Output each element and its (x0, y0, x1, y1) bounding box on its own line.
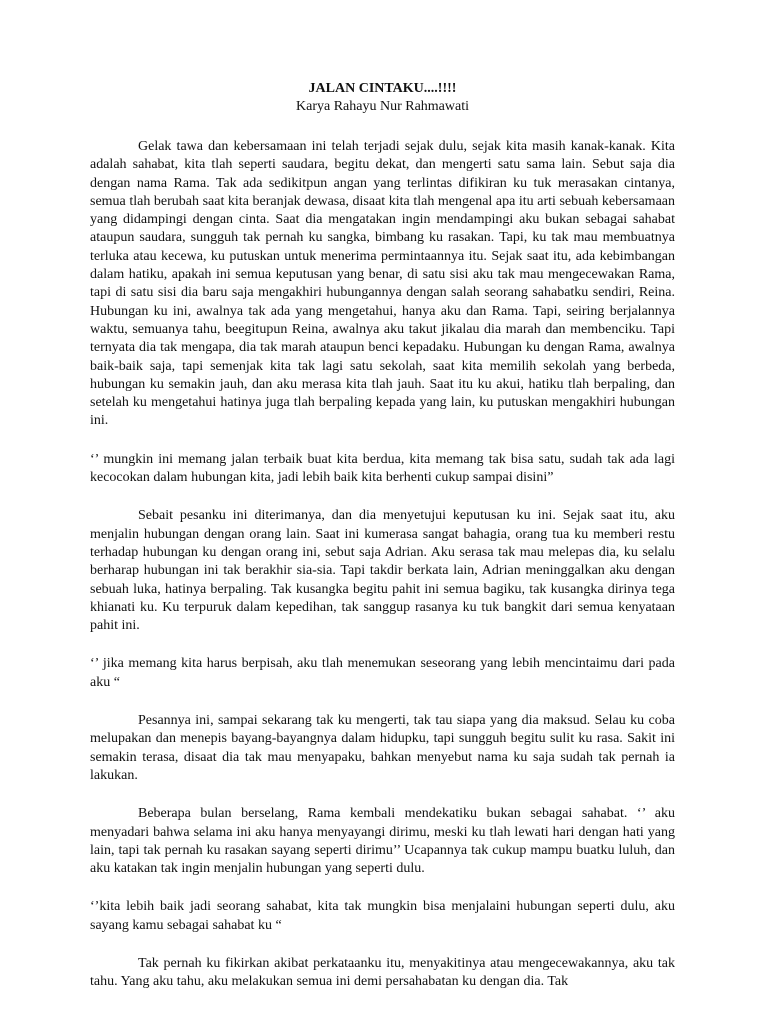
document-title: JALAN CINTAKU....!!!! (308, 81, 457, 96)
paragraph: Tak pernah ku fikirkan akibat perkataanku itu, menyakitinya atau mengecewakannya, aku tak tahu. Yang aku tahu, aku melakukan semua ini demi persahabatan ku dengan dia. Tak (90, 955, 675, 990)
paragraph: Sebait pesanku ini diterimanya, dan dia menyetujui keputusan ku ini. Sejak saat itu, aku menjalin hubungan dengan orang lain. Saat ini kumerasa sangat bahagia, orang tua ku memberi restu terhadap hubungan ku dengan orang ini, sebut saja Adrian. Aku serasa tak mau melepas dia, ku selalu berharap hubungan ini tak berakhir sia-sia. Tapi takdir berkata lain, Adrian meninggalkan aku dengan sebuah luka, hatinya berpaling. Tak kusangka begitu pahit ini semua bagiku, tak kusangka dirinya tega khianati ku. Ku terpuruk dalam kepedihan, tak sanggup rasanya ku tuk bangkit dari semua kenyataan pahit ini. (90, 508, 675, 634)
paragraph: Beberapa bulan berselang, Rama kembali mendekatiku bukan sebagai sahabat. ‘’ aku menyadari bahwa selama ini aku hanya menyayangi dirimu, meski ku tlah lewati hari dengan hati yang lain, tapi tak pernah ku rasakan sayang seperti dirimu’’ Ucapannya tak cukup mampu buatku luluh, dan aku katakan tak ingin menjalin hubungan yang seperti dulu. (90, 806, 675, 877)
paragraph-quote: ‘’ jika memang kita harus berpisah, aku tlah menemukan seseorang yang lebih mencintaimu dari pada aku “ (90, 656, 675, 690)
paragraph-quote: ‘’ mungkin ini memang jalan terbaik buat kita berdua, kita memang tak bisa satu, sudah tak ada lagi kecocokan dalam hubungan kita, jadi lebih baik kita berhenti cukup sampai disini” (90, 451, 675, 486)
document-page (90, 80, 675, 1012)
paragraph-quote: ‘’kita lebih baik jadi seorang sahabat, kita tak mungkin bisa menjalaini hubungan seperti dulu, aku sayang kamu sebagai sahabat ku “ (90, 899, 675, 933)
paragraph: Gelak tawa dan kebersamaan ini telah terjadi sejak dulu, sejak kita masih kanak-kanak. Kita adalah sahabat, kita tlah seperti saudara, begitu dekat, dan mengerti satu sama lain. Sebut saja dia dengan nama Rama. Tak ada sedikitpun angan yang terlintas difikiran ku tuk merasakan cintanya, semua tlah berubah saat kita beranjak dewasa, disaat kita tlah mengenal apa itu arti sebuah kebersamaan yang didampingi dengan cinta. Saat dia mengatakan ingin mendampingi aku bukan sebagai sahabat ataupun saudara, sungguh tak pernah ku sangka, bimbang ku rasakan. Tapi, ku tak mau membuatnya terluka atau kecewa, ku putuskan untuk menerima permintaannya itu. Sejak saat itu, ada kebimbangan dalam hatiku, apakah ini semua keputusan yang benar, di satu sisi aku tak mau mengecewakan Rama, tapi di satu sisi dia baru saja mengakhiri hubungannya dengan salah seorang sahabatku sendiri, Reina. Hubungan ku ini, awalnya tak ada yang mengetahui, hanya aku dan Rama. Tapi, seiring berjalannya waktu, semuanya tahu, beegitupun Reina, awalnya aku takut jikalau dia marah dan membenciku. Tapi ternyata dia tak mengapa, dia tak marah ataupun benci kepadaku. Hubungan ku dengan Rama, awalnya baik-baik saja, tapi semenjak kita tak lagi satu sekolah, saat kita memilih sekolah yang berbeda, hubungan ku semakin jauh, dan aku merasa kita tlah jauh. Saat itu ku akui, hatiku tlah berpaling, dan setelah ku mengetahui hatinya juga tlah berpaling kepada yang lain, ku putuskan mengakhiri hubungan ini. (90, 139, 675, 429)
document-author: Karya Rahayu Nur Rahmawati (296, 99, 469, 114)
paragraph: Pesannya ini, sampai sekarang tak ku mengerti, tak tau siapa yang dia maksud. Selau ku coba melupakan dan menepis bayang-bayangnya dalam hidupku, tapi sungguh begitu sulit ku rasa. Sakit ini semakin terasa, disaat dia tak mau menyapaku, bahkan menyebut nama ku saja sudah tak pernah ia lakukan. (90, 713, 675, 783)
